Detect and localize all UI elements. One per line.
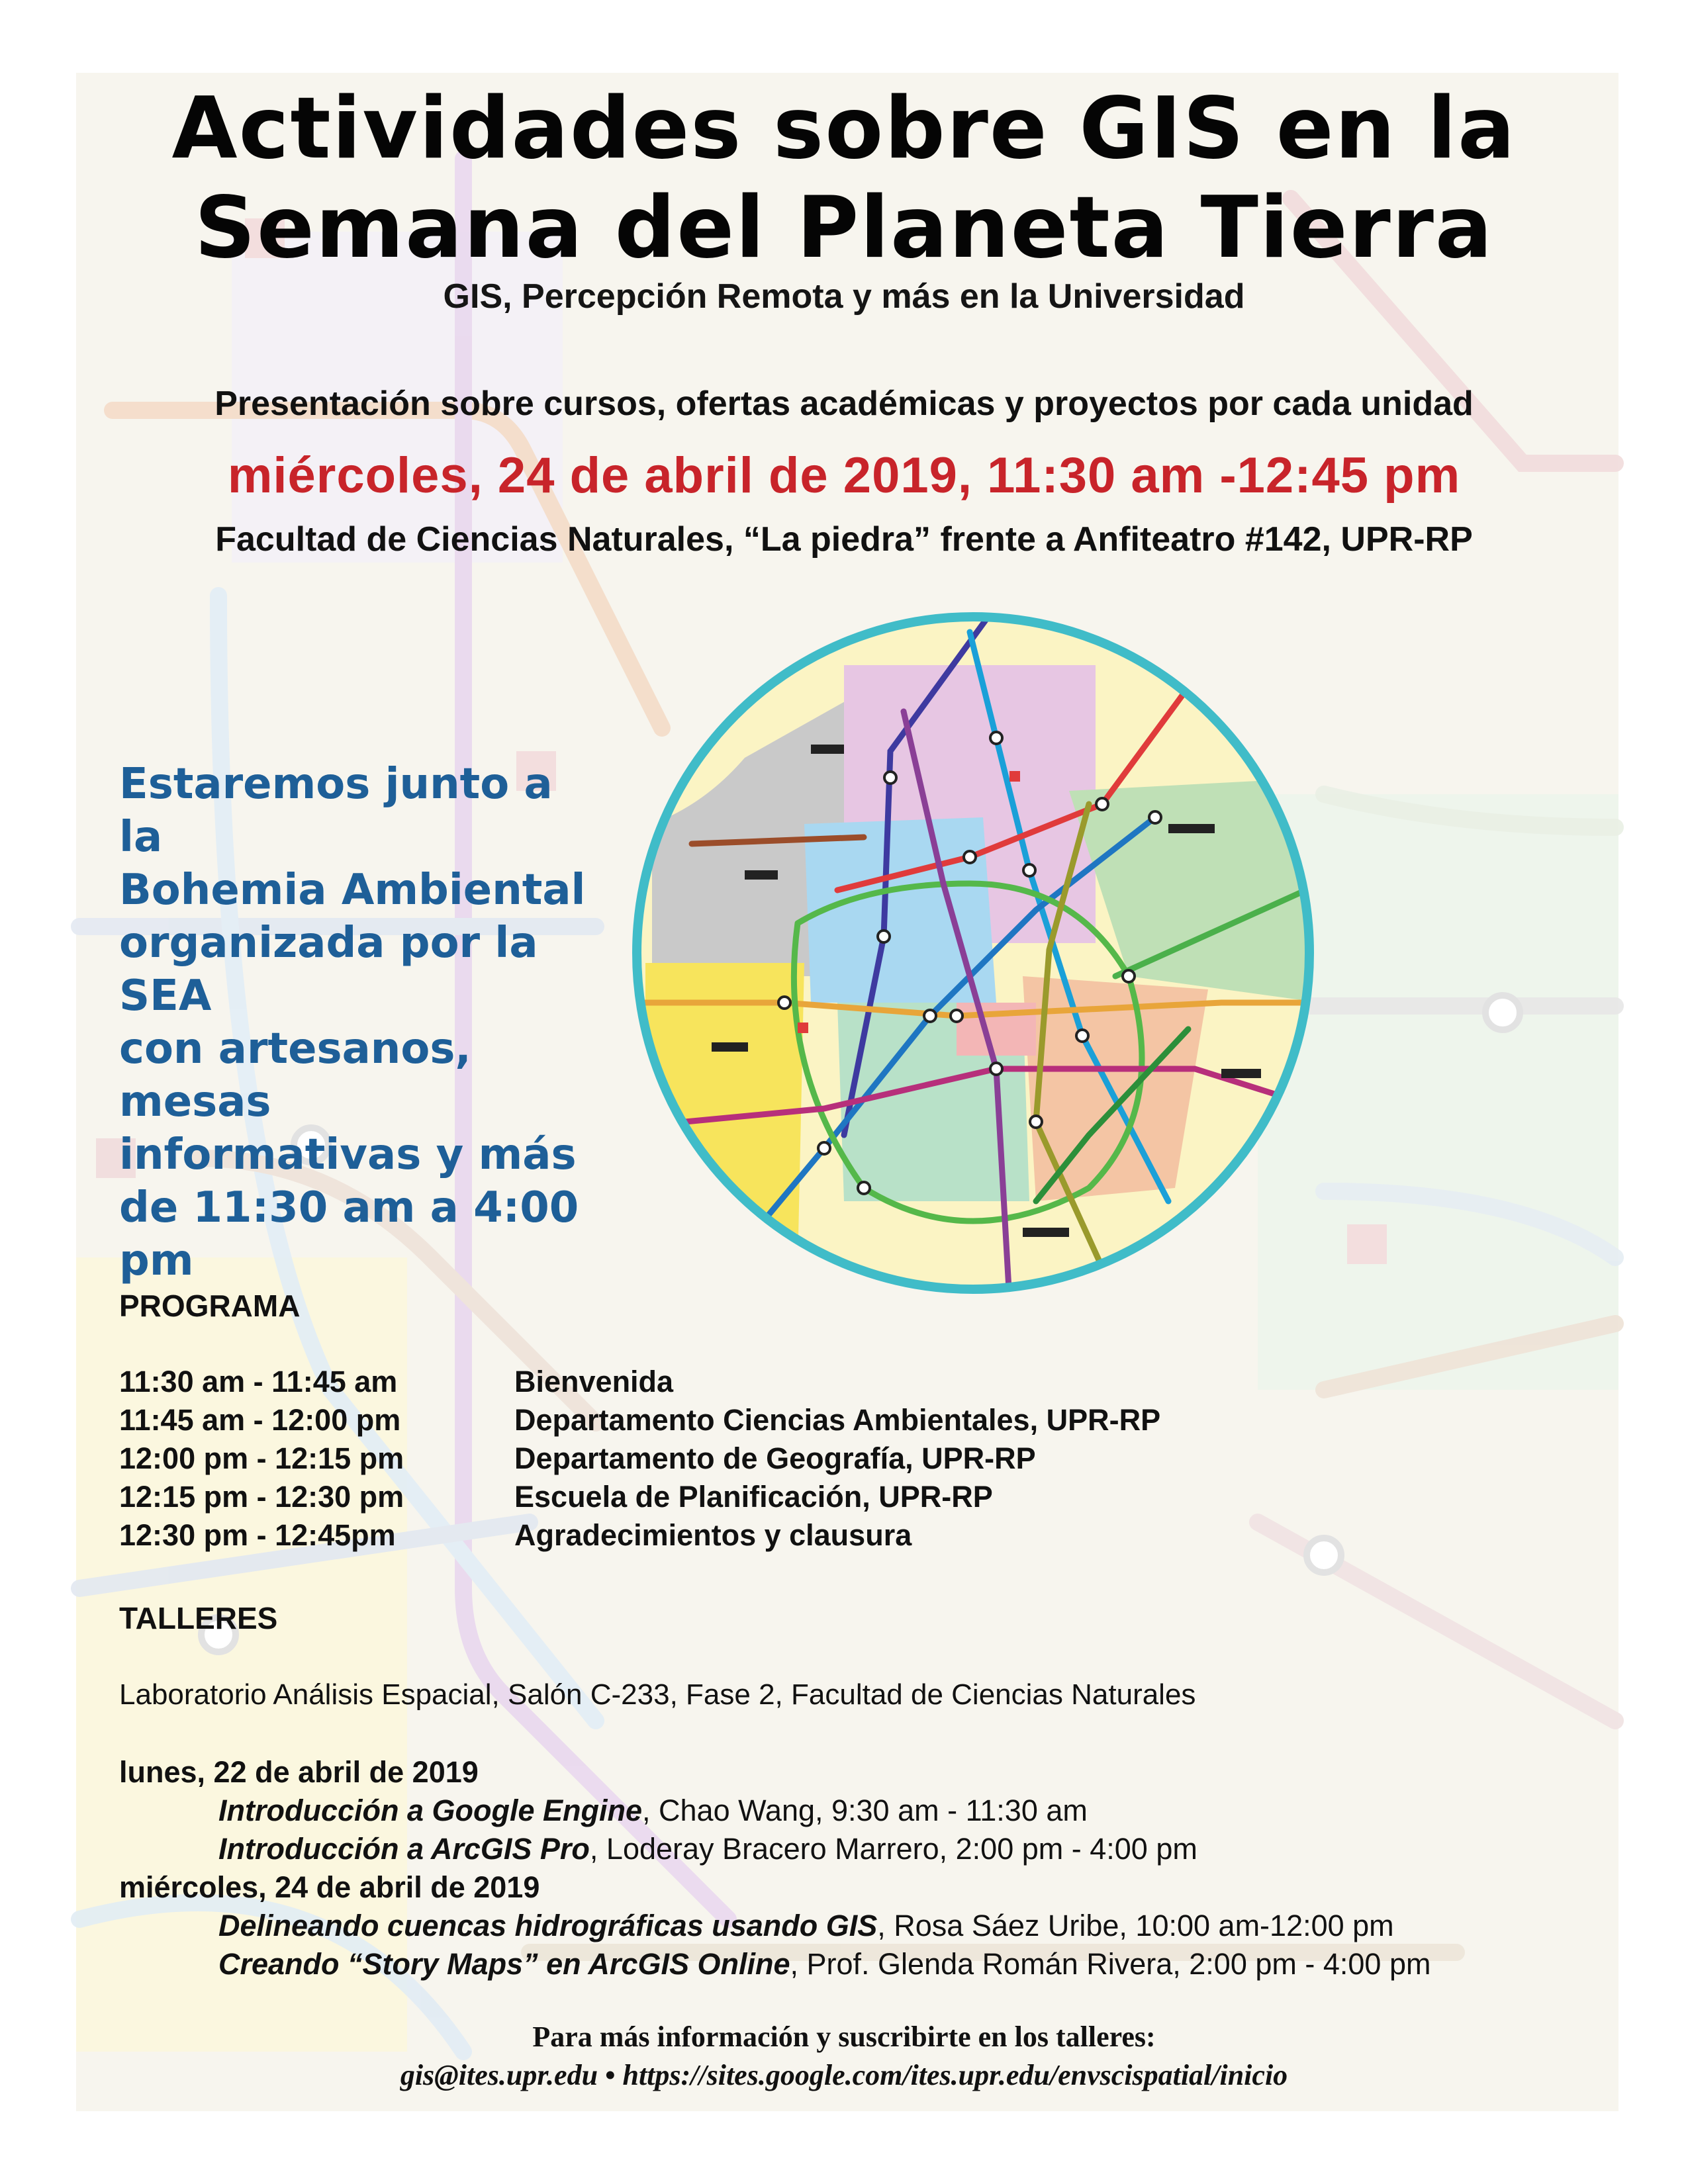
program-item: [119, 1441, 1575, 1480]
workshop-title: Creando “Story Maps” en ArcGIS Online: [218, 1947, 790, 1981]
workshop-item: [218, 1947, 1430, 1981]
title-line-2: Semana del Planeta Tierra: [194, 179, 1494, 277]
program-item: [119, 1480, 1575, 1518]
workshop-day-2: miércoles, 24 de abril de 2019: [119, 1870, 540, 1904]
program-time: 12:30 pm - 12:45pm: [119, 1518, 396, 1552]
workshop-item: [218, 1832, 1197, 1866]
contact-email[interactable]: gis@ites.upr.edu: [400, 2059, 598, 2091]
workshop-title: Introducción a Google Engine: [218, 1794, 643, 1827]
program-time: 11:30 am - 11:45 am: [119, 1365, 398, 1398]
footer-contact: [0, 2058, 1688, 2092]
program-activity: Departamento de Geografía, UPR-RP: [514, 1441, 1036, 1475]
talleres-heading: TALLERES: [119, 1601, 278, 1635]
event-datetime: miércoles, 24 de abril de 2019, 11:30 am -12:45 pm: [227, 447, 1461, 504]
program-item: [119, 1365, 1575, 1403]
workshop-day-1: lunes, 22 de abril de 2019: [119, 1755, 479, 1789]
workshop-title: Delineando cuencas hidrográficas usando GIS: [218, 1909, 878, 1942]
talleres-location: Laboratorio Análisis Espacial, Salón C-233, Fase 2, Facultad de Ciencias Naturales: [119, 1678, 1196, 1711]
workshop-item: [218, 1794, 1088, 1828]
program-activity: Bienvenida: [514, 1365, 674, 1398]
contact-url[interactable]: https://sites.google.com/ites.upr.edu/envscispatial/inicio: [622, 2059, 1288, 2091]
workshop-details: , Chao Wang, 9:30 am - 11:30 am: [642, 1794, 1088, 1827]
event-location: Facultad de Ciencias Naturales, “La piedra” frente a Anfiteatro #142, UPR-RP: [215, 520, 1473, 559]
subtitle: GIS, Percepción Remota y más en la Universidad: [443, 277, 1245, 316]
workshop-details: , Rosa Sáez Uribe, 10:00 am-12:00 pm: [877, 1909, 1394, 1942]
programa-heading: PROGRAMA: [119, 1289, 301, 1323]
program-item: [119, 1518, 1575, 1557]
event-title: [0, 79, 1688, 278]
program-time: 11:45 am - 12:00 pm: [119, 1403, 401, 1437]
program-time: 12:00 pm - 12:15 pm: [119, 1441, 404, 1475]
program-time: 12:15 pm - 12:30 pm: [119, 1480, 404, 1514]
title-line-1: Actividades sobre GIS en la: [171, 79, 1517, 178]
bohemia-note: Estaremos junto a la Bohemia Ambiental organizada por la SEA con artesanos, mesas informativas y más de 11:30 am a 4:00 pm: [119, 760, 586, 1285]
contact-separator: •: [598, 2059, 623, 2091]
workshop-item: [218, 1909, 1394, 1943]
program-activity: Escuela de Planificación, UPR-RP: [514, 1480, 993, 1514]
workshop-details: , Loderay Bracero Marrero, 2:00 pm - 4:00 pm: [589, 1832, 1197, 1866]
workshop-details: , Prof. Glenda Román Rivera, 2:00 pm - 4:00 pm: [790, 1947, 1431, 1981]
workshop-title: Introducción a ArcGIS Pro: [218, 1832, 590, 1866]
presentation-line: Presentación sobre cursos, ofertas académicas y proyectos por cada unidad: [214, 385, 1474, 423]
program-activity: Departamento Ciencias Ambientales, UPR-RP: [514, 1403, 1161, 1437]
metro-map-circle: [626, 606, 1321, 1300]
footer-info: Para más información y suscribirte en los talleres:: [532, 2021, 1156, 2053]
program-item: [119, 1403, 1575, 1441]
program-activity: Agradecimientos y clausura: [514, 1518, 912, 1552]
